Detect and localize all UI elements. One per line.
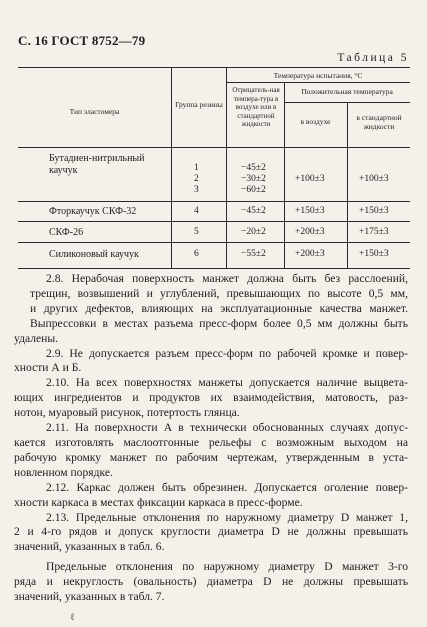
text-line: хности каркаса в местах фиксации каркаса в пресс-форме.	[14, 495, 303, 509]
text-line: 2 и 4-го рядов и допуск круглости диаметра D не должны превышать	[14, 525, 408, 539]
page-header: С. 16 ГОСТ 8752—79	[18, 33, 146, 48]
row-liquid: +150±3	[359, 206, 389, 216]
data-table	[18, 67, 410, 269]
table-rule	[18, 221, 410, 222]
header-positive: Положительная температура	[301, 87, 393, 96]
row-negative: −45±2	[241, 163, 266, 173]
header-temperature: Температура испытания, °С	[273, 71, 363, 80]
table-rule	[18, 242, 410, 243]
text-line: 2.13. Предельные отклонения по наружному диаметру D манжет 1,	[46, 510, 408, 524]
text-line: Предельные отклонения по наружному диаметру D манжет 3-го	[46, 560, 408, 574]
row-name: Бутадиен-нитрильный каучук	[49, 153, 145, 176]
text-line: ющих ингредиентов и продуктов их взаимодействия, матовость, раз-	[14, 391, 408, 405]
text-line: Выпрессовки в местах разъема пресс-форм более 0,5 мм должны быть	[30, 316, 408, 330]
paragraph-2-8	[14, 272, 408, 347]
text-line: ряда и некруглость (овальность) диаметра D не должны превышать	[14, 575, 408, 589]
row-group: 1	[194, 163, 199, 173]
paragraph-2-11	[14, 421, 408, 481]
table-rule	[284, 82, 285, 269]
row-negative: −60±2	[241, 185, 266, 195]
table-rule	[18, 201, 410, 202]
row-negative: −20±2	[241, 227, 266, 237]
margin-mark: ℓ	[70, 612, 75, 623]
text-line: трещин, возвышений и углублений, превышающих по высоте 0,5 мм,	[30, 286, 408, 300]
row-negative: −45±2	[241, 206, 266, 216]
text-line: нотон, муаровый рисунок, потертость глянца.	[14, 406, 240, 420]
text-line: удалены.	[14, 331, 59, 345]
text-line: 2.8. Нерабочая поверхность манжет должна быть без расслоений,	[46, 272, 408, 285]
row-liquid: +150±3	[359, 249, 389, 259]
table-rule	[226, 67, 227, 269]
row-group: 6	[194, 249, 199, 259]
text-line: кается изготовлять маслоотгонные рельефы с возможным выходом на	[14, 435, 408, 449]
paragraph-2-9	[14, 346, 408, 377]
text-line: значений, указанных в табл. 7.	[14, 590, 165, 604]
row-negative: −30±2	[241, 174, 266, 184]
row-liquid: +175±3	[359, 227, 389, 237]
table-rule	[18, 67, 410, 68]
row-group: 4	[194, 206, 199, 216]
text-line: 2.11. На поверхности А в технически обоснованных случаях допус-	[46, 421, 408, 435]
table-rule	[18, 268, 410, 269]
row-group: 2	[194, 174, 199, 184]
text-line: рабочую кромку манжет по рабочим чертежам, утвержденным в уста-	[14, 450, 408, 464]
paragraph-2-10	[14, 376, 408, 421]
row-air: +150±3	[295, 206, 325, 216]
header-elastomer: Тип эластомера	[69, 107, 120, 116]
row-air: +200±3	[295, 249, 325, 259]
text-line: 2.9. Не допускается разъем пресс-форм по рабочей кромке и повер-	[46, 346, 408, 360]
paragraph-2-13	[14, 510, 408, 556]
text-line: хности А и Б.	[14, 361, 82, 375]
row-negative: −55±2	[241, 249, 266, 259]
body-text	[14, 272, 408, 605]
table-rule	[18, 147, 410, 148]
row-group: 5	[194, 227, 199, 237]
table-caption: Таблица 5	[337, 52, 409, 64]
row-air: +200±3	[295, 227, 325, 237]
text-line: значений, указанных в табл. 6.	[14, 540, 165, 554]
row-name: Силиконовый каучук	[49, 249, 139, 260]
row-liquid: +100±3	[359, 174, 389, 184]
table-rule	[284, 102, 410, 103]
table-rule	[171, 67, 172, 269]
text-line: 2.12. Каркас должен быть обрезинен. Допускается оголение повер-	[46, 480, 408, 494]
header-group: Группа резины	[175, 100, 223, 109]
row-air: +100±3	[295, 174, 325, 184]
header-liquid: в стандартной жидкости	[356, 113, 402, 131]
header-air: в воздухе	[300, 117, 331, 126]
row-group: 3	[194, 185, 199, 195]
text-line: и других дефектов, влияющих на эксплуатационные качества манжет.	[30, 301, 408, 315]
paragraph-2-12	[14, 480, 408, 511]
header-negative: Отрицатель-ная темпера-тура в воздухе или в стандартной жидкости	[232, 86, 280, 129]
table-rule	[226, 82, 410, 83]
text-line: 2.10. На всех поверхностях манжеты допускается наличие выцвета-	[46, 376, 408, 390]
paragraph-deviations	[14, 560, 408, 605]
text-line: новленном порядке.	[14, 465, 113, 479]
row-name: Фторкаучук СКФ-32	[49, 206, 137, 217]
row-name: СКФ-26	[49, 227, 84, 238]
